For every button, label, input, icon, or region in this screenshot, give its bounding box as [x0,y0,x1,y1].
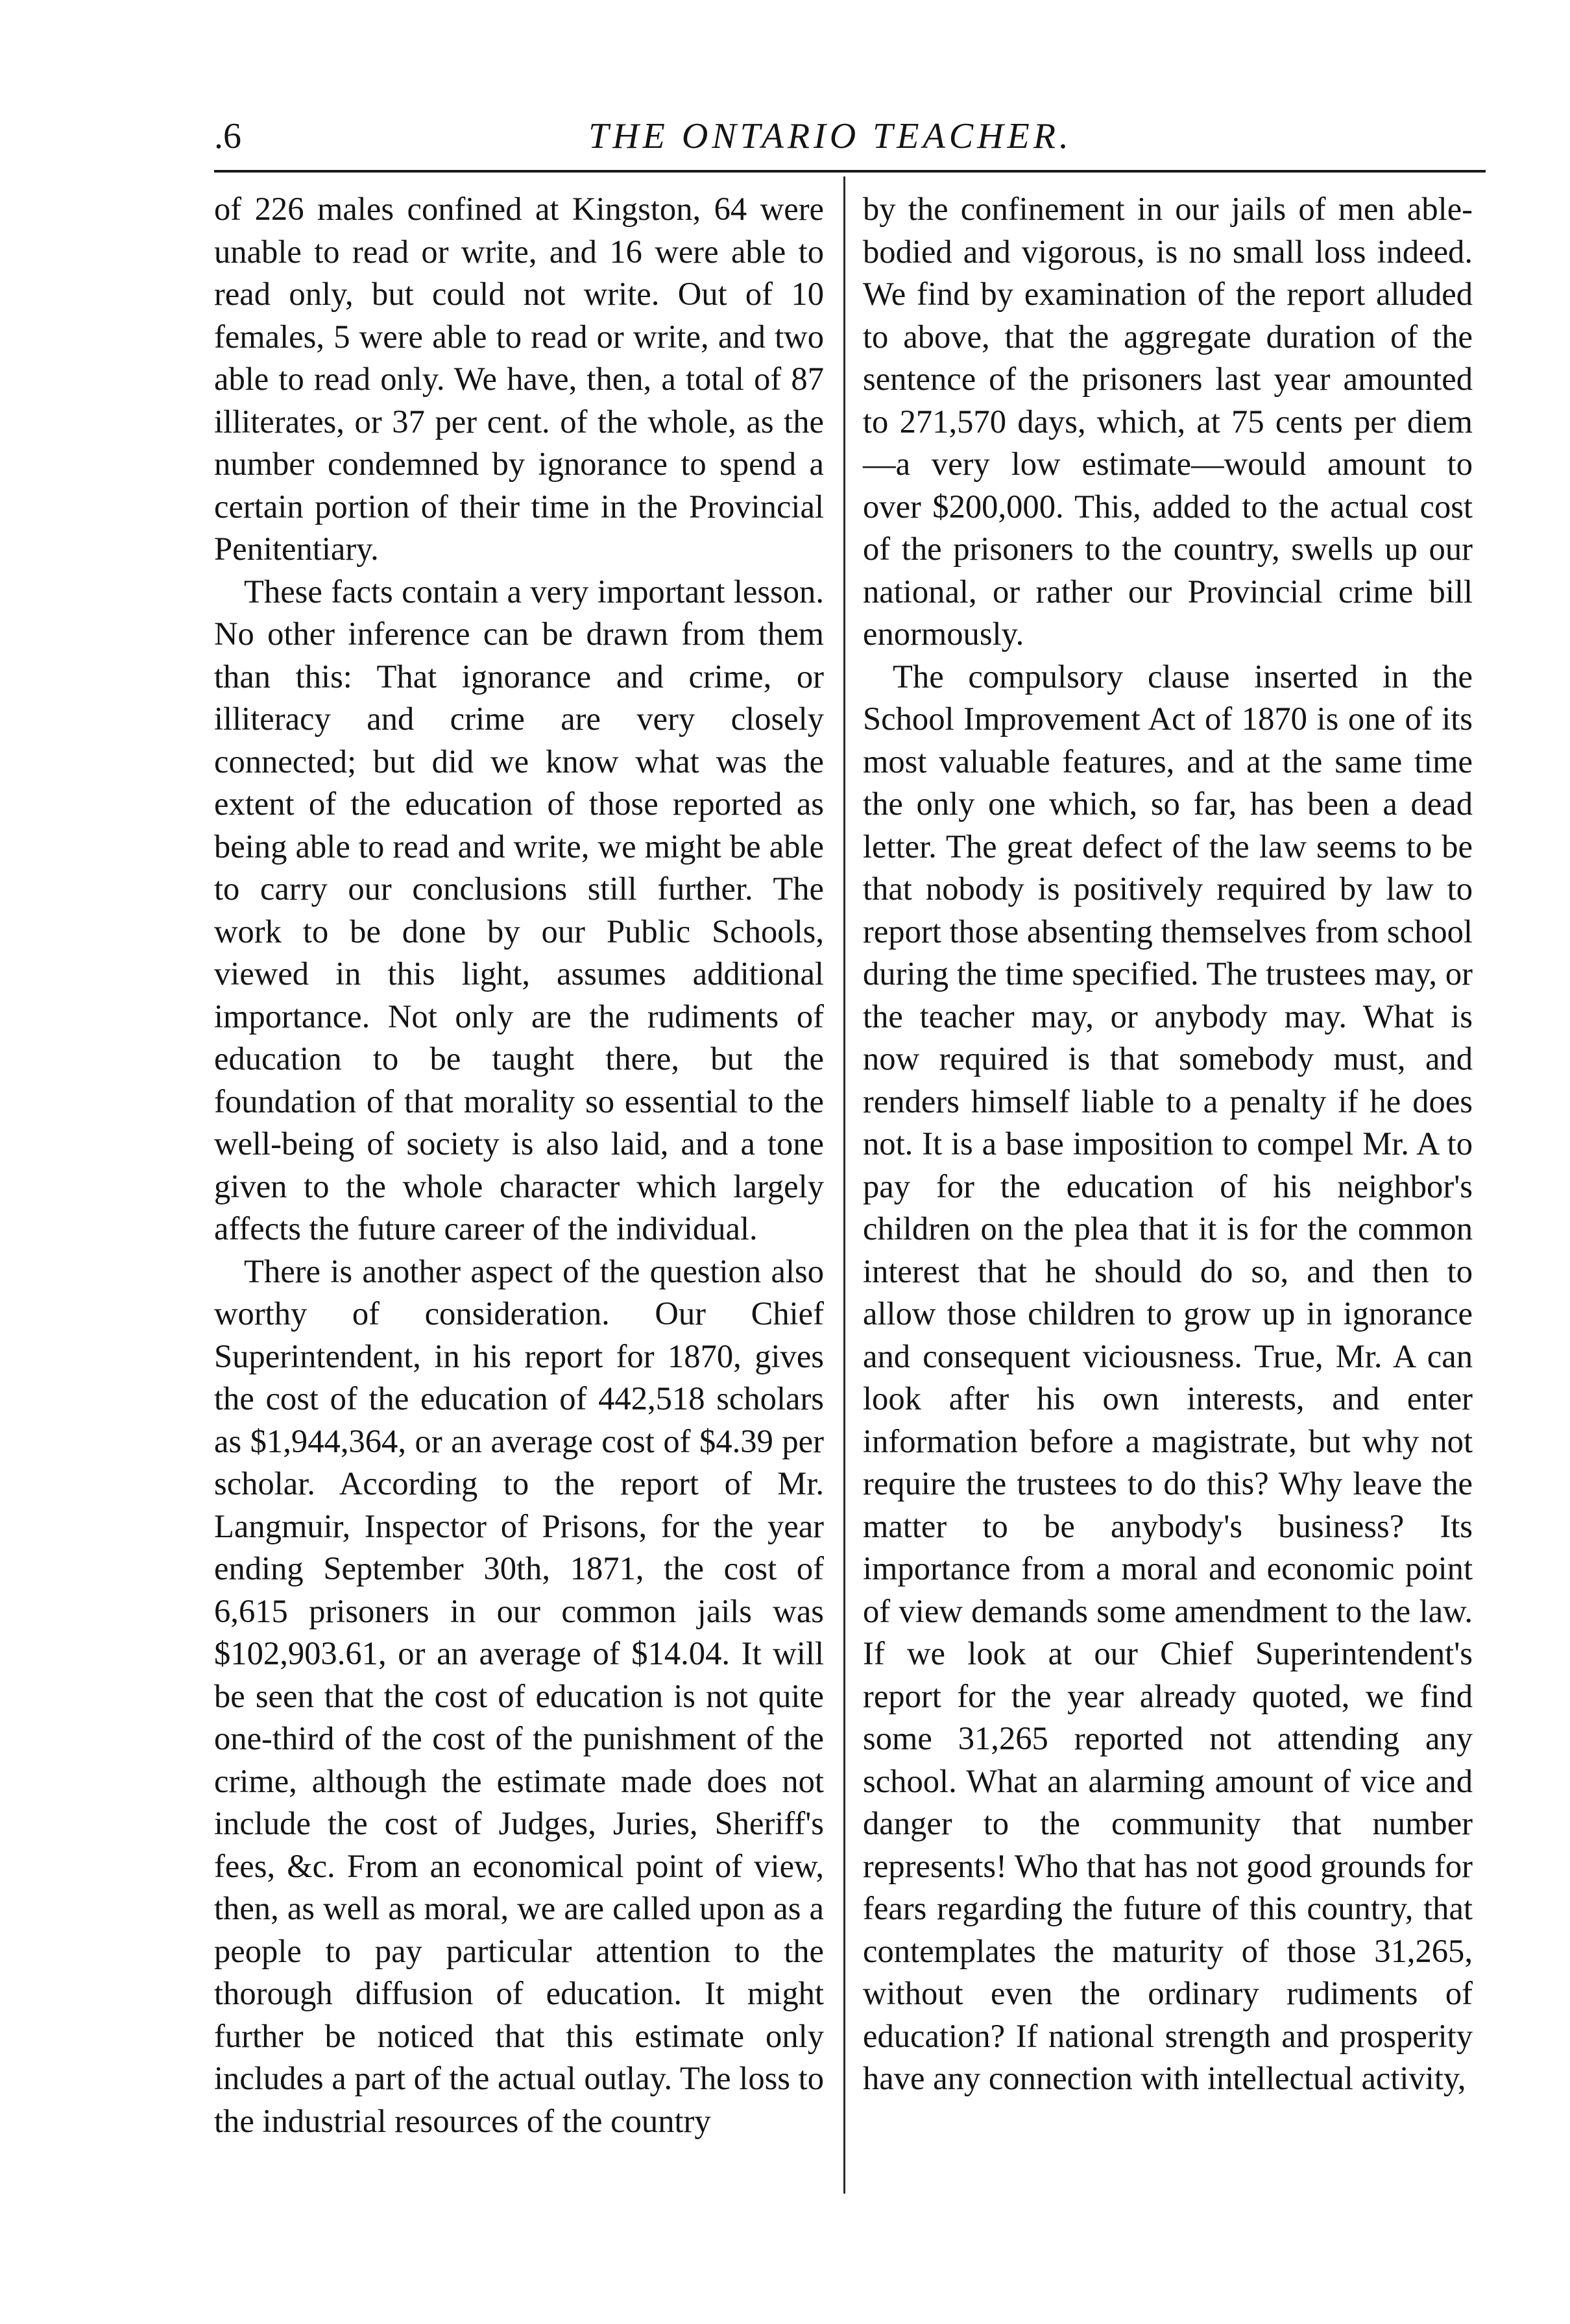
right-paragraph-2: The compulsory clause inserted in the School Improvement Act of 1870 is one of its most valuable features, and at the same time the only one which, so far, has been a dead letter. The great defect of the law seems to be that nobody is positively required by law to report those absenting themselves from school during the time specified. The trustees may, or the teacher may, or anybody may. What is now required is that somebody must, and renders himself liable to a penalty if he does not. It is a base imposition to compel Mr. A to pay for the education of his neighbor's children on the plea that it is for the common interest that he should do so, and then to allow those children to grow up in ignorance and consequent viciousness. True, Mr. A can look after his own interests, and enter information before a magistrate, but why not require the trustees to do this? Why leave the matter to be anybody's business? Its importance from a moral and economic point of view demands some amendment to the law. If we look at our Chief Superintendent's report for the year already quoted, we find some 31,265 reported not attending any school. What an alarming amount of vice and danger to the community that number represents! Who that has not good grounds for fears regarding the future of this country, that contemplates the maturity of those 31,265, without even the ordinary rudiments of education? If national strength and prosperity have any connection with intellectual activity, [863,658,1473,2096]
left-paragraph-1: of 226 males confined at Kingston, 64 were unable to read or write, and 16 were able to read only, but could not write. Out of 10 females, 5 were able to read or write, and two able to read only. We have, then, a total of 87 illiterates, or 37 per cent. of the whole, as the number condemned by ignorance to spend a certain portion of their time in the Provincial Penitentiary. [214,191,824,567]
page-header [195,110,1466,162]
left-paragraph-3: There is another aspect of the question also worthy of consideration. Our Chief Superintendent, in his report for 1870, gives the cost of the education of 442,518 scholars as $1,944,364, or an average cost of $4.39 per scholar. According to the report of Mr. Langmuir, Inspector of Prisons, for the year ending September 30th, 1871, the cost of 6,615 prisoners in our common jails was $102,903.61, or an average of $14.04. It will be seen that the cost of education is not quite one-third of the cost of the punishment of the crime, although the estimate made does not include the cost of Judges, Juries, Sheriff's fees, &c. From an economical point of view, then, as well as moral, we are called upon as a people to pay particular attention to the thorough diffusion of education. It might further be noticed that this estimate only includes a part of the actual outlay. The loss to the industrial resources of the country [214,1252,824,2139]
left-column [214,188,824,2142]
page-number: .6 [214,116,241,156]
left-paragraph-2: These facts contain a very important lesson. No other inference can be drawn from them than this: That ignorance and crime, or illiteracy and crime are very closely connected; but did we know what was the extent of the education of those reported as being able to read and write, we might be able to carry our conclusions still further. The work to be done by our Public Schools, viewed in this light, assumes additional importance. Not only are the rudiments of education to be taught there, but the foundation of that morality so essential to the well-being of society is also laid, and a tone given to the whole character which largely affects the future career of the individual. [214,573,824,1247]
column-divider [843,176,845,2194]
header-rule [214,170,1486,173]
right-column [863,188,1473,2100]
right-paragraph-1: by the confinement in our jails of men able-bodied and vigorous, is no small loss indeed. We find by examination of the report alluded to above, that the aggregate duration of the sentence of the prisoners last year amounted to 271,570 days, which, at 75 cents per diem—a very low estimate—would amount to over $200,000. This, added to the actual cost of the prisoners to the country, swells up our national, or rather our Provincial crime bill enormously. [863,191,1473,652]
running-title: THE ONTARIO TEACHER. [588,116,1072,156]
